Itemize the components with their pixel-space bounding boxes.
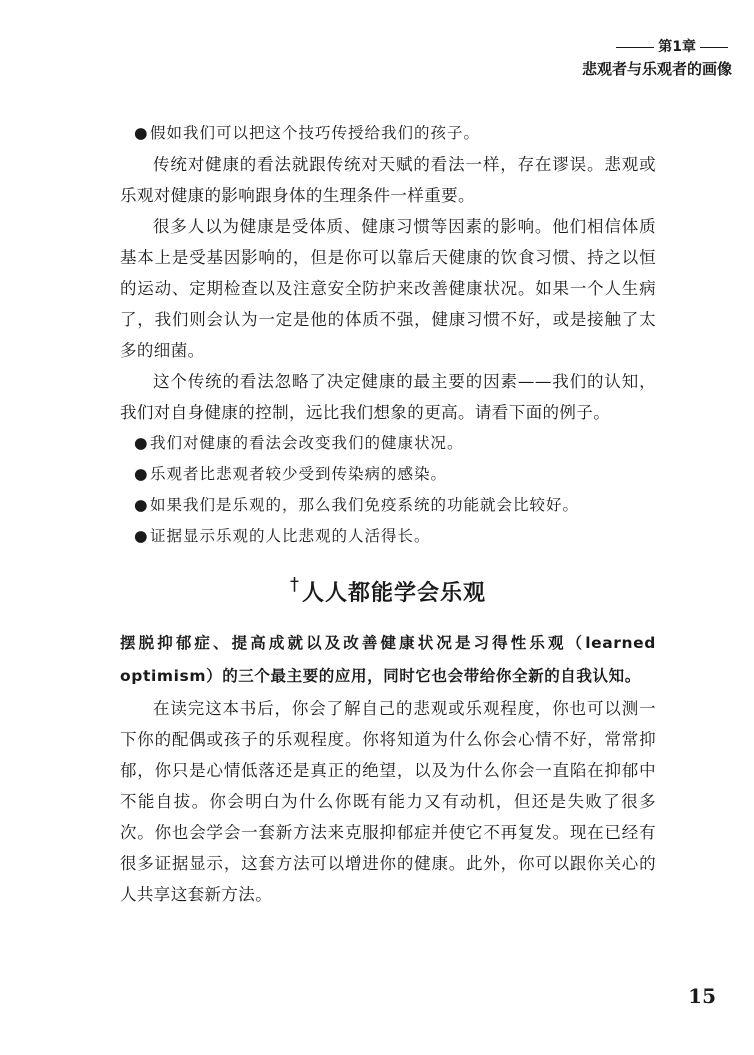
- bullet-text: 乐观者比悲观者较少受到传染病的感染。: [150, 465, 448, 483]
- bullet-text: 如果我们是乐观的，那么我们免疫系统的功能就会比较好。: [150, 496, 580, 514]
- bullet-item: [120, 521, 656, 552]
- section-heading: [120, 576, 656, 607]
- bullet-item: [120, 428, 656, 459]
- body-paragraph: 很多人以为健康是受体质、健康习惯等因素的影响。他们相信体质基本上是受基因影响的，但是你可以靠后天健康的饮食习惯、持之以恒的运动、定期检查以及注意安全防护来改善健康状况。如果一个人生病了，我们则会认为一定是他的体质不强，健康习惯不好，或是接触了太多的细菌。: [120, 217, 656, 360]
- chapter-label-line: [492, 38, 732, 56]
- body-paragraph: 在读完这本书后，你会了解自己的悲观或乐观程度，你也可以测一下你的配偶或孩子的乐观程度。你将知道为什么你会心情不好，常常抑郁，你只是心情低落还是真正的绝望，以及为什么你会一直陷在抑郁中不能自拔。你会明白为什么你既有能力又有动机，但还是失败了很多次。你也会学会一套新方法来克服抑郁症并使它不再复发。现在已经有很多证据显示，这套方法可以增进你的健康。此外，你可以跟你关心的人共享这套新方法。: [120, 699, 656, 904]
- bullet-dot-icon: ●: [134, 124, 149, 142]
- page-number: 15: [688, 984, 716, 1008]
- chapter-title: 悲观者与乐观者的画像: [581, 60, 732, 78]
- cross-mark-icon: †: [289, 574, 300, 595]
- chapter-label: 第1章: [658, 39, 696, 55]
- bullet-item: [120, 118, 656, 149]
- bullet-text: 假如我们可以把这个技巧传授给我们的孩子。: [150, 124, 481, 142]
- body-paragraph: 传统对健康的看法就跟传统对天赋的看法一样，存在谬误。悲观或乐观对健康的影响跟身体的生理条件一样重要。: [120, 155, 656, 205]
- bullet-dot-icon: ●: [134, 465, 149, 483]
- header-rule-left: [616, 47, 654, 48]
- bullet-item: [120, 459, 656, 490]
- body-paragraph: 这个传统的看法忽略了决定健康的最主要的因素——我们的认知，我们对自身健康的控制，远比我们想象的更高。请看下面的例子。: [120, 372, 656, 422]
- bullet-text: 证据显示乐观的人比悲观的人活得长。: [150, 527, 431, 545]
- lead-paragraph: 摆脱抑郁症、提高成就以及改善健康状况是习得性乐观（learned optimism）的三个最主要的应用，同时它也会带给你全新的自我认知。: [120, 634, 656, 685]
- running-header: [492, 38, 732, 80]
- page-body: [120, 118, 656, 910]
- bullet-text: 我们对健康的看法会改变我们的健康状况。: [150, 434, 464, 452]
- bullet-dot-icon: ●: [134, 527, 149, 545]
- header-rule-right: [700, 47, 728, 48]
- bullet-item: [120, 490, 656, 521]
- section-title-text: 人人都能学会乐观: [301, 581, 486, 606]
- bullet-dot-icon: ●: [134, 496, 149, 514]
- bullet-dot-icon: ●: [134, 434, 149, 452]
